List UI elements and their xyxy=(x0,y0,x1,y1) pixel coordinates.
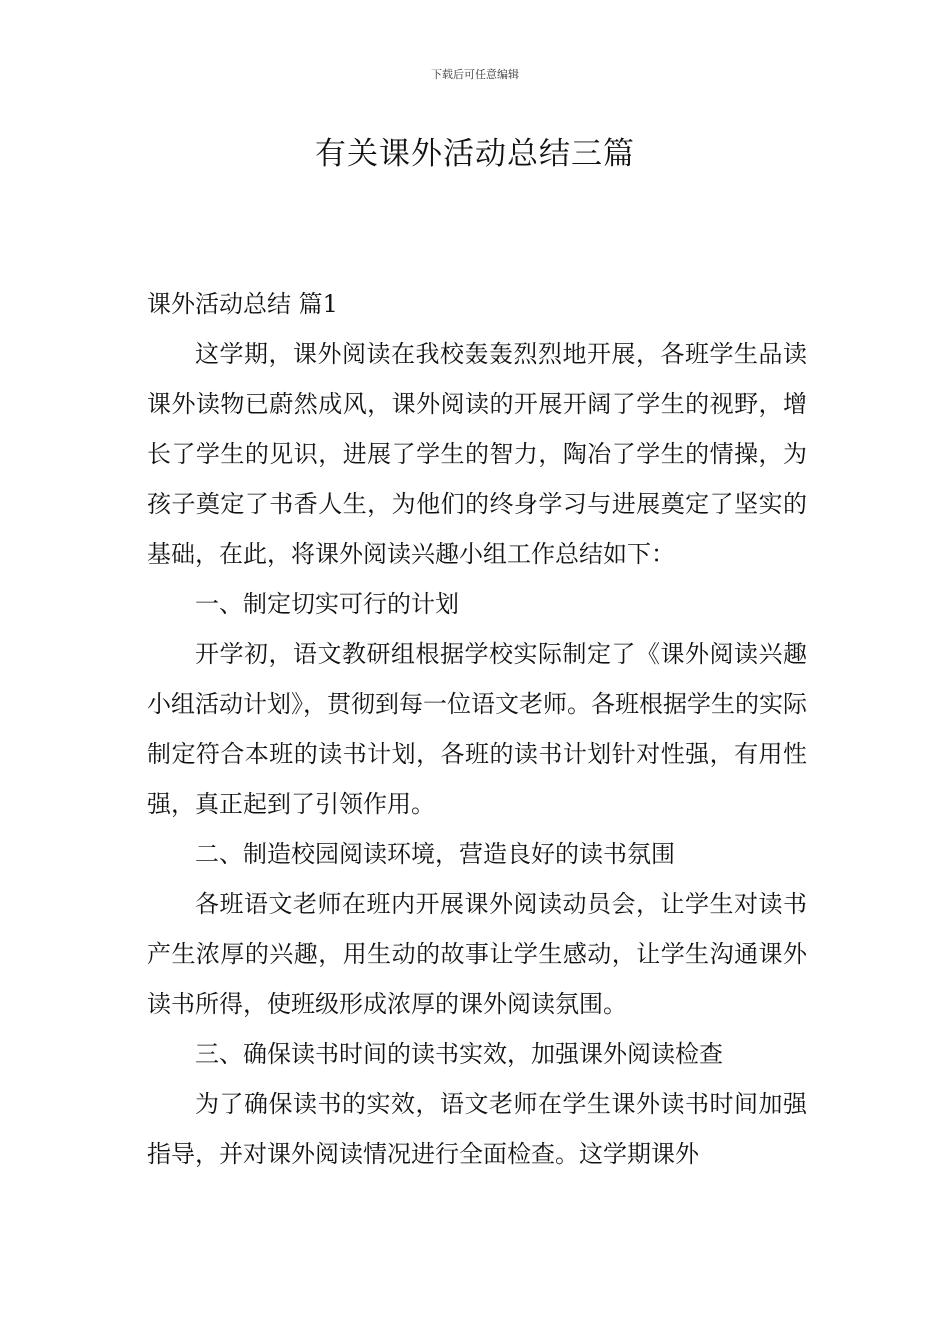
subheading-inspection: 三、确保读书时间的读书实效，加强课外阅读检查 xyxy=(195,1040,723,1068)
body-paragraph-intro: 这学期，课外阅读在我校轰轰烈烈地开展，各班学生品读课外读物已蔚然成风，课外阅读的开展开阔了学生的视野，增长了学生的见识，进展了学生的智力，陶冶了学生的情操，为孩子奠定了书香人生，为他们的终身学习与进展奠定了坚实的基础，在此，将课外阅读兴趣小组工作总结如下： xyxy=(147,340,807,568)
body-paragraph-plan: 开学初，语文教研组根据学校实际制定了《课外阅读兴趣小组活动计划》，贯彻到每一位语文老师。各班根据学生的实际制定符合本班的读书计划，各班的读书计划针对性强，有用性强，真正起到了引领作用。 xyxy=(147,640,807,818)
subheading-environment: 二、制造校园阅读环境，营造良好的读书氛围 xyxy=(195,840,675,868)
header-note: 下载后可任意编辑 xyxy=(431,68,519,81)
subheading-plan: 一、制定切实可行的计划 xyxy=(195,590,459,618)
body-paragraph-environment: 各班语文老师在班内开展课外阅读动员会，让学生对读书产生浓厚的兴趣，用生动的故事让学生感动，让学生沟通课外读书所得，使班级形成浓厚的课外阅读氛围。 xyxy=(147,890,807,1018)
document-body xyxy=(147,279,807,1179)
body-paragraph-inspection: 为了确保读书的实效，语文老师在学生课外读书时间加强指导，并对课外阅读情况进行全面检查。这学期课外 xyxy=(147,1090,807,1168)
document-title: 有关课外活动总结三篇 xyxy=(315,136,635,172)
section-heading: 课外活动总结 篇1 xyxy=(147,290,338,318)
